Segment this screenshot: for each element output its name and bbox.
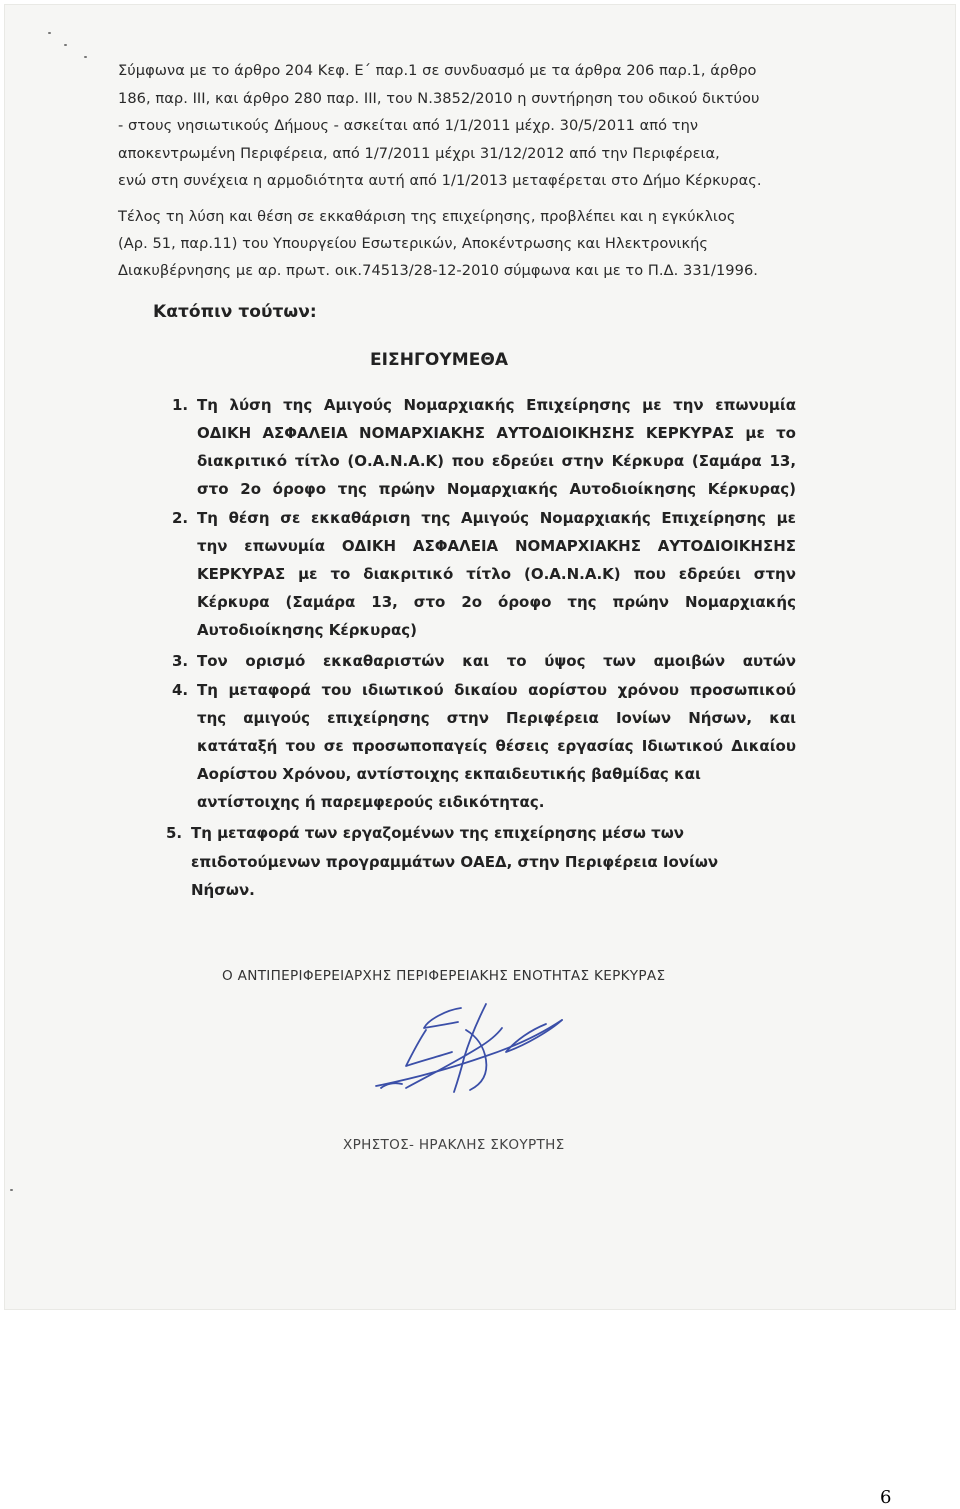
item-number: 3. [172,652,189,670]
circular-paragraph [118,208,818,288]
list-item-line: Τον ορισμό εκκαθαριστών και το ύψος των αμοιβών αυτών [197,652,796,670]
signatory-name: ΧΡΗΣΤΟΣ- ΗΡΑΚΛΗΣ ΣΚΟΥΡΤΗΣ [343,1137,565,1153]
list-item-line: Αυτοδιοίκησης Κέρκυρας) [197,621,418,639]
list-item-line: αντίστοιχης ή παρεμφερούς ειδικότητας. [197,793,545,811]
text-line: (Αρ. 51, παρ.11) του Υπουργείου Εσωτερικών, Αποκέντρωσης και Ηλεκτρονικής [118,235,709,252]
section-heading: Κατόπιν τούτων: [153,302,317,322]
text-line: - στους νησιωτικούς Δήμους - ασκείται από 1/1/2011 μέχρ. 30/5/2011 από την [118,117,699,134]
page-number: 6 [880,1487,892,1508]
text-line: ενώ στη συνέχεια η αρμοδιότητα αυτή από 1/1/2013 μεταφέρεται στο Δήμο Κέρκυρας. [118,172,762,189]
scan-speck [48,32,51,34]
list-item-line: στο 2ο όροφο της πρώην Νομαρχιακής Αυτοδιοίκησης Κέρκυρας) [197,480,796,498]
list-item-line: Τη μεταφορά του ιδιωτικού δικαίου αορίστου χρόνου προσωπικού [197,681,797,699]
list-item-line: της αμιγούς επιχείρησης στην Περιφέρεια Ιονίων Νήσων, και [197,709,797,727]
handwritten-signature [366,1000,586,1110]
signatory-title: Ο ΑΝΤΙΠΕΡΙΦΕΡΕΙΑΡΧΗΣ ΠΕΡΙΦΕΡΕΙΑΚΗΣ ΕΝΟΤΗΤΑΣ ΚΕΡΚΥΡΑΣ [222,968,666,984]
item-number: 5. [166,824,183,842]
list-item-line: την επωνυμία ΟΔΙΚΗ ΑΣΦΑΛΕΙΑ ΝΟΜΑΡΧΙΑΚΗΣ ΑΥΤΟΔΙΟΙΚΗΣΗΣ [197,537,797,555]
text-line: Σύμφωνα με το άρθρο 204 Κεφ. Ε΄ παρ.1 σε συνδυασμό με τα άρθρα 206 παρ.1, άρθρο [118,62,757,79]
text-line: αποκεντρωμένη Περιφέρεια, από 1/7/2011 μέχρι 31/12/2012 από την Περιφέρεια, [118,145,720,162]
list-item-line: ΚΕΡΚΥΡΑΣ με το διακριτικό τίτλο (Ο.Α.Ν.Α.Κ) που εδρεύει στην [197,565,796,583]
list-item-line: ΟΔΙΚΗ ΑΣΦΑΛΕΙΑ ΝΟΜΑΡΧΙΑΚΗΣ ΑΥΤΟΔΙΟΙΚΗΣΗΣ ΚΕΡΚΥΡΑΣ με το [197,424,796,442]
list-item-line: Τη θέση σε εκκαθάριση της Αμιγούς Νομαρχιακής Επιχείρησης με [197,509,796,527]
scan-speck [64,44,67,46]
intro-paragraph [118,62,818,202]
list-item-line: Αορίστου Χρόνου, αντίστοιχης εκπαιδευτικής βαθμίδας και [197,765,701,783]
scan-speck [10,1189,13,1191]
list-item-line: κατάταξή του σε προσωποπαγείς θέσεις εργασίας Ιδιωτικού Δικαίου [197,737,796,755]
proposal-title: ΕΙΣΗΓΟΥΜΕΘΑ [370,350,509,370]
item-number: 2. [172,509,189,527]
scan-speck [84,56,87,58]
list-item-line: Νήσων. [191,881,255,899]
list-item-line: Κέρκυρα (Σαμάρα 13, στο 2ο όροφο της πρώην Νομαρχιακής [197,593,796,611]
text-line: Διακυβέρνησης με αρ. πρωτ. οικ.74513/28-12-2010 σύμφωνα και με το Π.Δ. 331/1996. [118,262,758,279]
item-number: 4. [172,681,189,699]
list-item-line: Τη μεταφορά των εργαζομένων της επιχείρησης μέσω των [191,824,684,842]
item-number: 1. [172,396,189,414]
text-line: 186, παρ. ΙΙΙ, και άρθρο 280 παρ. ΙΙΙ, του Ν.3852/2010 η συντήρηση του οδικού δικτύου [118,90,760,107]
text-line: Τέλος τη λύση και θέση σε εκκαθάριση της επιχείρησης, προβλέπει και η εγκύκλιος [118,208,736,225]
list-item-line: επιδοτούμενων προγραμμάτων ΟΑΕΔ, στην Περιφέρεια Ιονίων [191,853,719,871]
list-item-line: διακριτικό τίτλο (Ο.Α.Ν.Α.Κ) που εδρεύει στην Κέρκυρα (Σαμάρα 13, [197,452,797,470]
list-item-line: Τη λύση της Αμιγούς Νομαρχιακής Επιχείρησης με την επωνυμία [197,396,797,414]
